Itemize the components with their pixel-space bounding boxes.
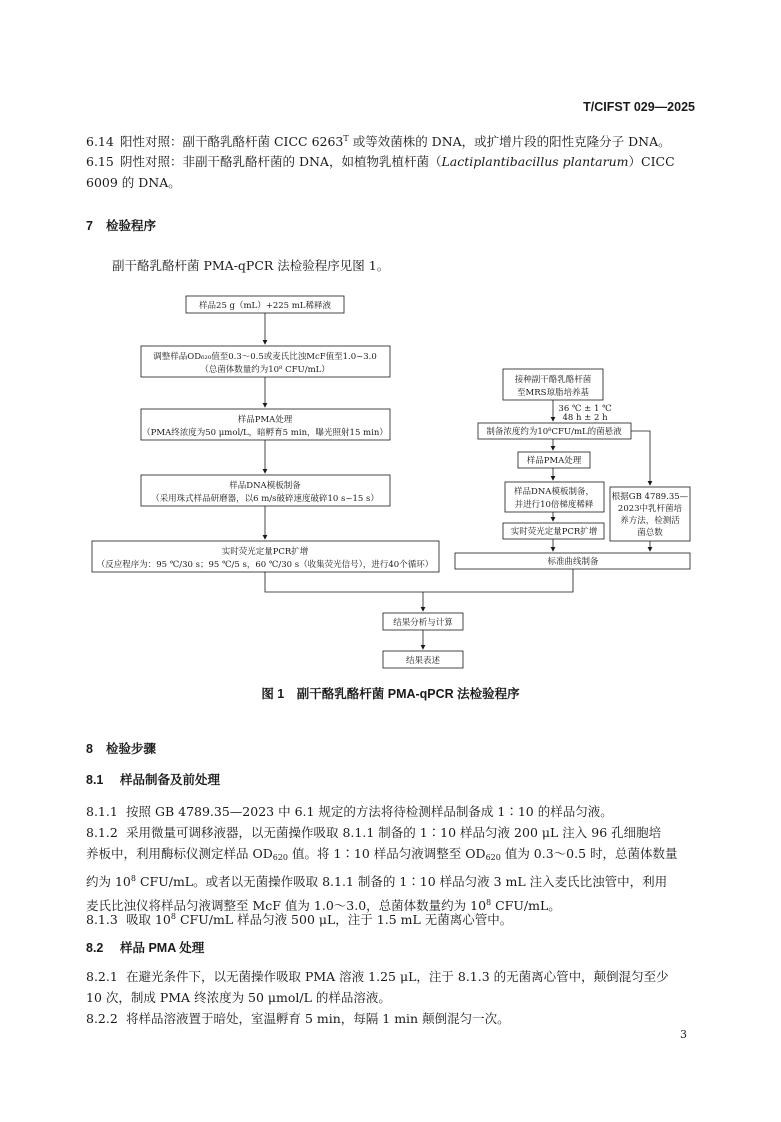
flow-text-analysis: 结果分析与计算 — [393, 618, 453, 628]
flow-text-qpcr-2: （反应程序为：95 ℃/30 s；95 ℃/5 s，60 ℃/30 s（收集荧光信号），进行40个循环） — [96, 560, 434, 570]
clause-text: 养板中，利用酶标仪测定样品 OD — [86, 846, 273, 861]
section-title: 检验步骤 — [106, 742, 157, 756]
superscript: 8 — [170, 912, 176, 921]
clause-text: 值为 0.3～0.5 时，总菌体数量 — [500, 846, 678, 861]
clause-number: 8.1.1 — [86, 804, 118, 819]
flow-text-od-2: （总菌体数量约为10⁸ CFU/mL） — [200, 365, 330, 375]
flow-text-inoculate-1: 接种副干酪乳酪杆菌 — [514, 375, 592, 385]
clause-text: 将样品溶液置于暗处，室温孵育 5 min，每隔 1 min 颠倒混匀一次。 — [126, 1011, 510, 1026]
clause-8-2-1 — [86, 966, 698, 1008]
clause-text: ）CICC — [628, 154, 675, 169]
clause-text: 6009 的 DNA。 — [86, 175, 181, 190]
clause-text: 值。将 1∶10 样品匀液调整至 OD — [288, 846, 486, 861]
flow-text-time: 48 h ± 2 h — [562, 413, 608, 423]
section-title: 检验程序 — [106, 219, 157, 233]
flow-text-dna-right-1: 样品DNA模板制备， — [514, 487, 594, 497]
clause-text: 阴性对照：非副干酪乳酪杆菌的 DNA，如植物乳植杆菌（ — [120, 154, 442, 169]
section-7-intro: 副干酪乳酪杆菌 PMA-qPCR 法检验程序见图 1。 — [112, 258, 390, 273]
flow-text-dna-1: 样品DNA模板制备 — [229, 481, 301, 491]
flow-text-gb-2: 2023中乳杆菌培 — [617, 504, 683, 514]
clause-text: 按照 GB 4789.35—2023 中 6.1 规定的方法将待检测样品制备成 1∶10 的样品匀液。 — [126, 804, 613, 819]
section-8-heading — [86, 739, 156, 757]
clause-number: 8.2.2 — [86, 1011, 118, 1026]
section-title: 样品制备及前处理 — [120, 773, 221, 787]
clause-number: 8.1.2 — [86, 825, 118, 840]
clause-text: CFU/mL 样品匀液 500 μL，注于 1.5 mL 无菌离心管中。 — [175, 912, 513, 927]
clause-number: 6.15 — [86, 154, 114, 169]
flow-text-standard-curve: 标准曲线制备 — [547, 557, 599, 567]
clause-text: 阳性对照：副干酪乳酪杆菌 CICC 6263 — [120, 134, 344, 149]
species-name: Lactiplantibacillus plantarum — [441, 154, 629, 169]
superscript: 8 — [130, 874, 136, 883]
section-number: 7 — [86, 219, 93, 233]
clause-text: CFU/mL。或者以无菌操作吸取 8.1.1 制备的 1∶10 样品匀液 3 mL 注入麦氏比浊管中，利用 — [135, 874, 668, 889]
clause-text: 麦氏比浊仪将样品匀液调整至 McF 值为 1.0～3.0，总菌体数量约为 10 — [86, 898, 487, 913]
clause-text: 在避光条件下，以无菌操作吸取 PMA 溶液 1.25 μL，注于 8.1.3 的无菌离心管中，颠倒混匀至少 — [126, 969, 669, 984]
subscript: 620 — [272, 853, 289, 862]
flow-text-dna-2: （采用珠式样品研磨器，以6 m/s破碎速度破碎10 s~15 s） — [151, 494, 379, 504]
flow-text-sample: 样品25 g（mL）+225 mL稀释液 — [199, 301, 331, 311]
clause-text: CFU/mL。 — [491, 898, 561, 913]
page-number: 3 — [680, 1028, 687, 1041]
clause-text: 10 次，制成 PMA 终浓度为 50 μmol/L 的样品溶液。 — [86, 990, 391, 1005]
superscript: T — [343, 134, 349, 143]
clause-number: 8.2.1 — [86, 969, 118, 984]
flow-text-pma-1: 样品PMA处理 — [237, 415, 293, 425]
clause-text: 吸取 10 — [126, 912, 171, 927]
clause-text: 采用微量可调移液器，以无菌操作吸取 8.1.1 制备的 1∶10 样品匀液 200 μL 注入 96 孔细胞培 — [126, 825, 662, 840]
clause-8-1-2 — [86, 822, 698, 916]
subscript: 620 — [485, 853, 501, 862]
flow-text-temperature: 36 ℃ ± 1 ℃ — [558, 404, 612, 414]
clause-8-1-1 — [86, 801, 698, 822]
section-8-2-heading — [86, 938, 204, 956]
flow-text-qpcr-1: 实时荧光定量PCR扩增 — [221, 547, 309, 557]
section-8-1-heading — [86, 770, 220, 788]
superscript: 8 — [486, 898, 492, 907]
section-title: 样品 PMA 处理 — [120, 941, 205, 955]
clause-number: 6.14 — [86, 134, 114, 149]
clause-text: 约为 10 — [86, 874, 131, 889]
clause-8-2-2 — [86, 1008, 698, 1029]
section-number: 8.1 — [86, 773, 104, 787]
flow-text-gb-1: 根据GB 4789.35— — [611, 492, 689, 502]
clause-8-1-3 — [86, 906, 698, 930]
document-code: T/CIFST 029—2025 — [583, 100, 695, 114]
clause-number: 8.1.3 — [86, 912, 118, 927]
section-number: 8.2 — [86, 941, 104, 955]
flow-text-suspension: 制备浓度约为10⁸CFU/mL的菌悬液 — [486, 427, 622, 437]
flow-text-pma-right: 样品PMA处理 — [526, 456, 582, 466]
section-number: 8 — [86, 742, 93, 756]
flow-text-qpcr-right: 实时荧光定量PCR扩增 — [510, 527, 598, 537]
figure-caption: 图 1 副干酪乳酪杆菌 PMA-qPCR 法检验程序 — [261, 687, 520, 701]
flow-text-od-1: 调整样品OD₆₂₀值至0.3～0.5或麦氏比浊McF值至1.0~3.0 — [153, 352, 377, 362]
flow-text-gb-4: 菌总数 — [637, 528, 663, 538]
flow-text-inoculate-2: 至MRS琼脂培养基 — [517, 388, 589, 398]
flow-text-pma-2: （PMA终浓度为50 μmol/L，暗孵育5 min，曝光照射15 min） — [142, 428, 388, 438]
clause-text: 或等效菌株的 DNA，或扩增片段的阳性克隆分子 DNA。 — [348, 134, 671, 149]
flow-text-dna-right-2: 并进行10倍梯度稀释 — [514, 500, 594, 510]
flow-text-result: 结果表述 — [405, 656, 441, 666]
flow-text-gb-3: 养方法，检测活 — [620, 516, 680, 526]
